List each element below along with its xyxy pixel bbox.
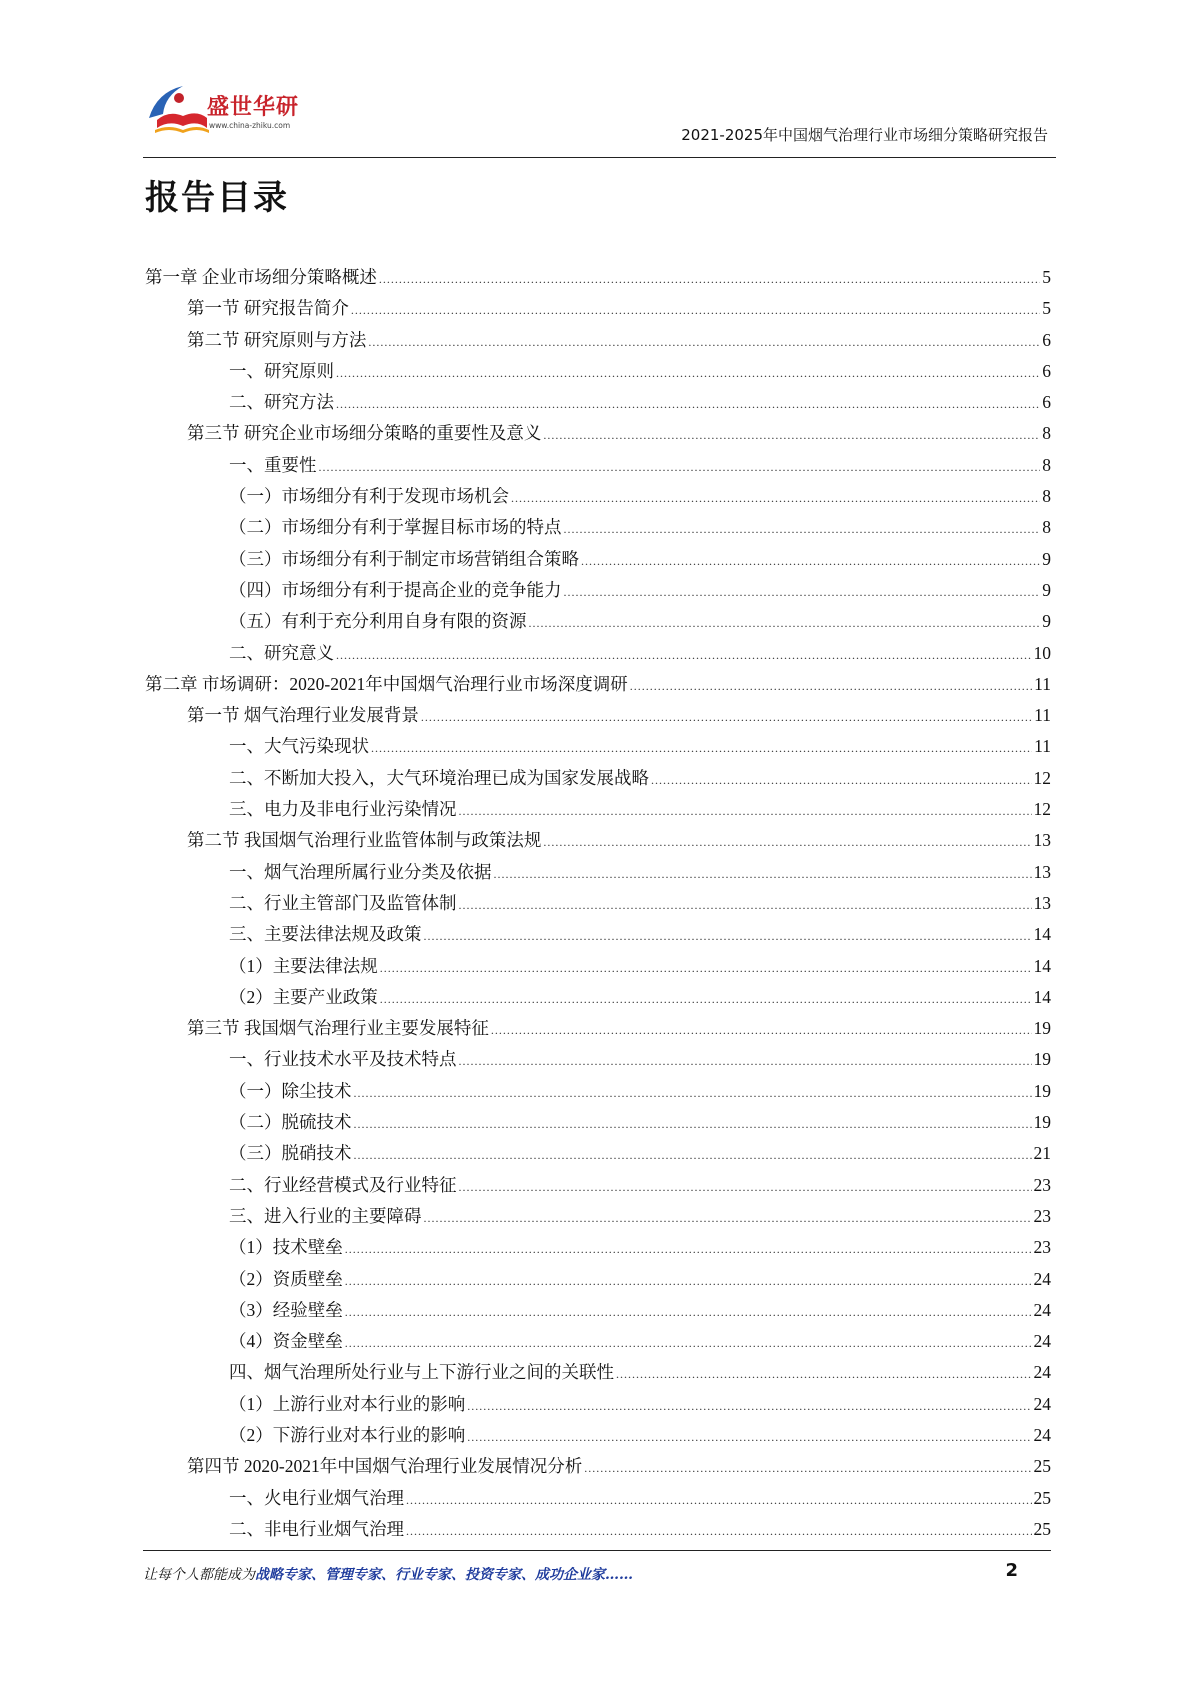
toc-entry[interactable] xyxy=(145,1044,1051,1075)
toc-dot-leader xyxy=(529,608,1041,639)
toc-dot-leader xyxy=(616,1359,1032,1390)
toc-dot-leader xyxy=(421,702,1032,733)
toc-dot-leader xyxy=(379,264,1040,295)
toc-entry-page: 14 xyxy=(1033,924,1051,945)
toc-entry[interactable] xyxy=(145,982,1051,1013)
toc-entry-page: 8 xyxy=(1042,454,1051,475)
toc-entry-page: 19 xyxy=(1033,1018,1051,1039)
toc-entry-page: 24 xyxy=(1033,1299,1051,1320)
toc-entry-page: 23 xyxy=(1033,1205,1051,1226)
toc-entry-page: 8 xyxy=(1042,423,1051,444)
toc-entry-title: （1）技术壁垒 xyxy=(229,1237,343,1258)
toc-dot-leader xyxy=(368,327,1040,358)
logo-book-icon xyxy=(143,80,213,140)
toc-entry-page: 12 xyxy=(1033,799,1051,820)
footer-slogan-suffix: …… xyxy=(605,1567,633,1583)
toc-entry-page: 24 xyxy=(1033,1424,1051,1445)
toc-entry[interactable] xyxy=(145,1514,1051,1545)
toc-entry-page: 14 xyxy=(1033,986,1051,1007)
toc-entry-page: 14 xyxy=(1033,955,1051,976)
toc-dot-leader xyxy=(511,483,1040,514)
toc-entry[interactable] xyxy=(145,356,1051,387)
toc-entry-page: 19 xyxy=(1033,1112,1051,1133)
toc-entry[interactable] xyxy=(145,1326,1051,1357)
toc-entry[interactable] xyxy=(145,293,1051,324)
toc-dot-leader xyxy=(491,1015,1032,1046)
toc-entry-title: 一、研究原则 xyxy=(229,360,334,381)
toc-entry-page: 12 xyxy=(1033,767,1051,788)
toc-entry[interactable] xyxy=(145,1013,1051,1044)
toc-dot-leader xyxy=(543,827,1031,858)
toc-entry-page: 19 xyxy=(1033,1049,1051,1070)
toc-entry-title: （3）经验壁垒 xyxy=(229,1299,343,1320)
toc-entry[interactable] xyxy=(145,1420,1051,1451)
footer-slogan-highlight: 战略专家、管理专家、行业专家、投资专家、成功企业家 xyxy=(255,1567,605,1583)
toc-entry[interactable] xyxy=(145,512,1051,543)
toc-entry-page: 8 xyxy=(1042,517,1051,538)
toc-dot-leader xyxy=(424,921,1032,952)
toc-entry-title: （2）主要产业政策 xyxy=(229,986,378,1007)
table-of-contents xyxy=(145,262,1051,1545)
toc-entry[interactable] xyxy=(145,669,1051,700)
toc-dot-leader xyxy=(584,1453,1031,1484)
toc-dot-leader xyxy=(380,953,1032,984)
toc-entry-page: 19 xyxy=(1033,1080,1051,1101)
toc-entry-page: 11 xyxy=(1034,673,1051,694)
toc-entry-page: 8 xyxy=(1042,486,1051,507)
toc-entry-title: 第三节 我国烟气治理行业主要发展特征 xyxy=(187,1018,489,1039)
header-divider xyxy=(143,157,1056,158)
toc-entry-title: 第二章 市场调研：2020-2021年中国烟气治理行业市场深度调研 xyxy=(145,673,628,694)
toc-dot-leader xyxy=(406,1485,1032,1516)
toc-entry-title: 四、烟气治理所处行业与上下游行业之间的关联性 xyxy=(229,1362,614,1383)
toc-entry[interactable] xyxy=(145,731,1051,762)
toc-entry[interactable] xyxy=(145,418,1051,449)
toc-entry[interactable] xyxy=(145,1483,1051,1514)
toc-dot-leader xyxy=(354,1078,1032,1109)
logo-url: www.china-zhiku.com xyxy=(209,121,291,130)
toc-entry-title: 第二节 研究原则与方法 xyxy=(187,329,367,350)
toc-dot-leader xyxy=(345,1234,1032,1265)
toc-entry-title: 二、研究意义 xyxy=(229,642,334,663)
toc-dot-leader xyxy=(459,890,1032,921)
toc-entry[interactable] xyxy=(145,919,1051,950)
toc-entry-title: （三）脱硝技术 xyxy=(229,1143,352,1164)
company-logo xyxy=(143,80,313,145)
toc-entry[interactable] xyxy=(145,794,1051,825)
toc-entry[interactable] xyxy=(145,700,1051,731)
toc-entry-page: 24 xyxy=(1033,1268,1051,1289)
toc-entry[interactable] xyxy=(145,450,1051,481)
toc-entry-page: 9 xyxy=(1042,611,1051,632)
toc-entry-title: 第一节 烟气治理行业发展背景 xyxy=(187,705,419,726)
toc-dot-leader xyxy=(581,546,1040,577)
toc-entry-title: （三）市场细分有利于制定市场营销组合策略 xyxy=(229,548,579,569)
toc-entry-title: 第一节 研究报告简介 xyxy=(187,298,349,319)
toc-entry-title: （二）脱硫技术 xyxy=(229,1112,352,1133)
toc-entry-page: 25 xyxy=(1033,1518,1051,1539)
toc-entry-title: 二、不断加大投入，大气环境治理已成为国家发展战略 xyxy=(229,767,649,788)
toc-entry[interactable] xyxy=(145,387,1051,418)
toc-entry[interactable] xyxy=(145,481,1051,512)
toc-entry[interactable] xyxy=(145,825,1051,856)
toc-dot-leader xyxy=(564,577,1041,608)
toc-dot-leader xyxy=(424,1203,1032,1234)
toc-entry-title: 第四节 2020-2021年中国烟气治理行业发展情况分析 xyxy=(187,1456,583,1477)
toc-entry[interactable] xyxy=(145,1138,1051,1169)
toc-dot-leader xyxy=(406,1516,1032,1547)
toc-dot-leader xyxy=(345,1266,1032,1297)
toc-entry-title: （2）下游行业对本行业的影响 xyxy=(229,1424,466,1445)
toc-entry[interactable] xyxy=(145,1389,1051,1420)
toc-dot-leader xyxy=(494,859,1032,890)
toc-dot-leader xyxy=(467,1422,1031,1453)
toc-dot-leader xyxy=(459,1172,1032,1203)
toc-dot-leader xyxy=(459,1046,1032,1077)
toc-entry-page: 9 xyxy=(1042,579,1051,600)
toc-dot-leader xyxy=(630,671,1032,702)
toc-entry[interactable] xyxy=(145,638,1051,669)
toc-entry[interactable] xyxy=(145,575,1051,606)
toc-entry[interactable] xyxy=(145,325,1051,356)
toc-entry-title: （2）资质壁垒 xyxy=(229,1268,343,1289)
page-footer xyxy=(143,1550,1053,1583)
toc-entry-title: （1）主要法律法规 xyxy=(229,955,378,976)
toc-entry-page: 6 xyxy=(1042,329,1051,350)
toc-entry-page: 25 xyxy=(1033,1487,1051,1508)
toc-entry-title: （4）资金壁垒 xyxy=(229,1331,343,1352)
toc-entry-title: 一、大气污染现状 xyxy=(229,736,369,757)
toc-dot-leader xyxy=(319,452,1041,483)
toc-dot-leader xyxy=(336,358,1040,389)
toc-entry-title: 第一章 企业市场细分策略概述 xyxy=(145,267,377,287)
toc-entry-page: 23 xyxy=(1033,1174,1051,1195)
toc-entry-title: 一、重要性 xyxy=(229,454,317,475)
toc-entry[interactable] xyxy=(145,262,1051,293)
toc-entry[interactable] xyxy=(145,1295,1051,1326)
toc-entry-page: 13 xyxy=(1033,830,1051,851)
toc-entry-title: （一）市场细分有利于发现市场机会 xyxy=(229,486,509,507)
page-title: 报告目录 xyxy=(145,178,289,218)
toc-entry-page: 13 xyxy=(1033,892,1051,913)
toc-entry-page: 9 xyxy=(1042,548,1051,569)
toc-entry-title: 二、行业主管部门及监管体制 xyxy=(229,892,457,913)
toc-dot-leader xyxy=(336,640,1032,671)
toc-entry[interactable] xyxy=(145,888,1051,919)
footer-divider xyxy=(143,1550,1051,1551)
toc-entry[interactable] xyxy=(145,951,1051,982)
toc-entry[interactable] xyxy=(145,1170,1051,1201)
toc-entry-title: 一、烟气治理所属行业分类及依据 xyxy=(229,861,492,882)
toc-entry-title: 二、研究方法 xyxy=(229,392,334,413)
toc-entry-title: 第三节 研究企业市场细分策略的重要性及意义 xyxy=(187,423,542,444)
toc-dot-leader xyxy=(345,1297,1032,1328)
toc-entry-page: 24 xyxy=(1033,1393,1051,1414)
footer-slogan-prefix: 让每个人都能成为 xyxy=(143,1567,255,1583)
toc-dot-leader xyxy=(459,796,1032,827)
toc-entry-page: 23 xyxy=(1033,1237,1051,1258)
toc-entry-page: 11 xyxy=(1034,705,1051,726)
toc-entry[interactable] xyxy=(145,1264,1051,1295)
toc-entry-page: 11 xyxy=(1034,736,1051,757)
toc-dot-leader xyxy=(351,295,1040,326)
toc-entry-title: 三、进入行业的主要障碍 xyxy=(229,1205,422,1226)
page-number: 2 xyxy=(1005,1560,1018,1581)
toc-dot-leader xyxy=(336,389,1040,420)
toc-entry-title: 二、行业经营模式及行业特征 xyxy=(229,1174,457,1195)
toc-entry-title: 第二节 我国烟气治理行业监管体制与政策法规 xyxy=(187,830,542,851)
toc-entry-page: 6 xyxy=(1042,392,1051,413)
toc-entry[interactable] xyxy=(145,1201,1051,1232)
toc-entry-page: 6 xyxy=(1042,360,1051,381)
toc-entry[interactable] xyxy=(145,544,1051,575)
toc-entry-title: （五）有利于充分利用自身有限的资源 xyxy=(229,611,527,632)
logo-text: 盛世华研 xyxy=(207,95,300,120)
footer-slogan xyxy=(143,1564,633,1584)
toc-dot-leader xyxy=(564,514,1041,545)
toc-entry-page: 25 xyxy=(1033,1456,1051,1477)
toc-entry-title: （1）上游行业对本行业的影响 xyxy=(229,1393,466,1414)
toc-entry-page: 24 xyxy=(1033,1331,1051,1352)
header-report-title: 2021-2025年中国烟气治理行业市场细分策略研究报告 xyxy=(681,126,1048,144)
toc-entry[interactable] xyxy=(145,606,1051,637)
toc-entry-title: （二）市场细分有利于掌握目标市场的特点 xyxy=(229,517,562,538)
toc-entry-page: 5 xyxy=(1042,267,1051,287)
toc-entry-title: （一）除尘技术 xyxy=(229,1080,352,1101)
toc-entry-page: 5 xyxy=(1042,298,1051,319)
toc-entry[interactable] xyxy=(145,1076,1051,1107)
toc-entry-page: 10 xyxy=(1033,642,1051,663)
toc-dot-leader xyxy=(651,765,1032,796)
toc-dot-leader xyxy=(371,733,1032,764)
toc-entry-title: 三、主要法律法规及政策 xyxy=(229,924,422,945)
toc-entry[interactable] xyxy=(145,1232,1051,1263)
toc-entry[interactable] xyxy=(145,857,1051,888)
toc-entry-page: 21 xyxy=(1033,1143,1051,1164)
toc-entry[interactable] xyxy=(145,1357,1051,1388)
toc-entry-title: （四）市场细分有利于提高企业的竞争能力 xyxy=(229,579,562,600)
toc-entry-page: 24 xyxy=(1033,1362,1051,1383)
toc-entry-page: 13 xyxy=(1033,861,1051,882)
page-header xyxy=(143,80,1056,158)
toc-dot-leader xyxy=(543,420,1040,451)
toc-dot-leader xyxy=(354,1109,1032,1140)
toc-entry[interactable] xyxy=(145,763,1051,794)
toc-entry-title: 一、行业技术水平及技术特点 xyxy=(229,1049,457,1070)
toc-entry-title: 三、电力及非电行业污染情况 xyxy=(229,799,457,820)
toc-entry-title: 一、火电行业烟气治理 xyxy=(229,1487,404,1508)
toc-dot-leader xyxy=(467,1391,1031,1422)
toc-dot-leader xyxy=(345,1328,1032,1359)
toc-dot-leader xyxy=(380,984,1032,1015)
toc-dot-leader xyxy=(354,1140,1032,1171)
toc-entry[interactable] xyxy=(145,1107,1051,1138)
toc-entry[interactable] xyxy=(145,1451,1051,1482)
toc-entry-title: 二、非电行业烟气治理 xyxy=(229,1518,404,1539)
